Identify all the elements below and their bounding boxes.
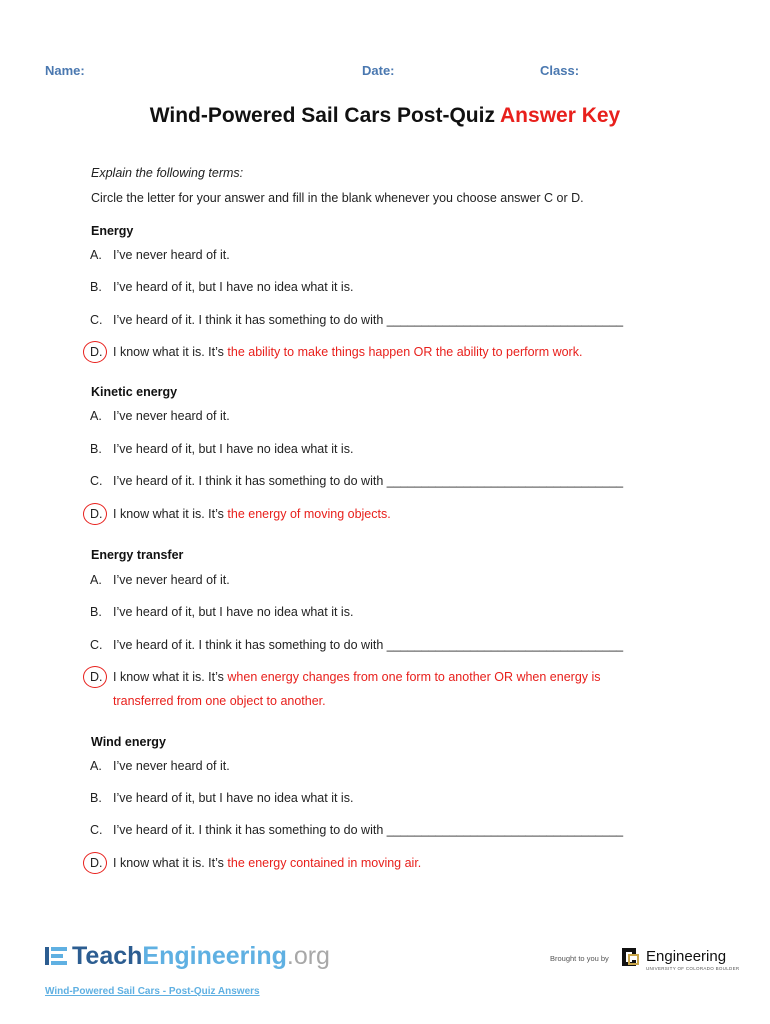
- teachengineering-logo: [45, 942, 330, 971]
- term-transfer-option-a: [90, 573, 230, 587]
- logo-teach: Teach: [72, 942, 143, 970]
- option-text: I know what it is. It’s: [113, 856, 228, 870]
- partner-university: UNIVERSITY OF COLORADO BOULDER: [646, 966, 740, 971]
- option-letter: D.: [90, 670, 103, 684]
- term-kinetic-option-c: [90, 474, 623, 488]
- option-text: I’ve heard of it. I think it has something to do with __________________________________: [113, 823, 624, 837]
- option-letter: B.: [90, 442, 102, 456]
- option-text: I know what it is. It’s: [113, 670, 228, 684]
- option-letter: B.: [90, 605, 102, 619]
- answer-text: the ability to make things happen OR the ability to perform work.: [227, 345, 583, 359]
- answer-text-continued: transferred from one object to another.: [113, 694, 326, 708]
- option-letter: C.: [90, 313, 103, 327]
- option-letter: C.: [90, 638, 103, 652]
- option-text: I’ve heard of it. I think it has something to do with __________________________________: [113, 313, 624, 327]
- term-kinetic-option-b: [90, 442, 353, 456]
- class-label: Class:: [540, 63, 580, 78]
- page-title: [0, 104, 770, 128]
- intro-instructions: Circle the letter for your answer and fill in the blank whenever you choose answer C or D.: [91, 191, 584, 205]
- answer-text: when energy changes from one form to another OR when energy is: [227, 670, 601, 684]
- option-text: I’ve never heard of it.: [113, 573, 230, 587]
- answer-text: the energy of moving objects.: [227, 507, 391, 521]
- option-letter: A.: [90, 759, 102, 773]
- teachengineering-logo-icon: [45, 947, 67, 965]
- intro-explain: Explain the following terms:: [91, 166, 244, 180]
- option-letter: A.: [90, 248, 102, 262]
- option-text: I’ve heard of it, but I have no idea what it is.: [113, 280, 354, 294]
- option-text: I’ve heard of it, but I have no idea what it is.: [113, 605, 354, 619]
- logo-engineering: Engineering: [142, 942, 287, 970]
- title-main: Wind-Powered Sail Cars Post-Quiz: [149, 104, 495, 127]
- title-answer-key: Answer Key: [500, 104, 621, 127]
- term-kinetic-option-a: [90, 409, 230, 423]
- option-letter: A.: [90, 573, 102, 587]
- document-footer-link[interactable]: Wind-Powered Sail Cars - Post-Quiz Answers: [45, 986, 260, 997]
- term-wind-option-b: [90, 791, 353, 805]
- option-text: I’ve heard of it, but I have no idea what it is.: [113, 791, 354, 805]
- option-letter: D.: [90, 856, 103, 870]
- term-wind-heading: Wind energy: [91, 735, 166, 749]
- term-wind-option-d: [90, 856, 421, 870]
- date-label: Date:: [362, 63, 395, 78]
- term-transfer-heading: Energy transfer: [91, 548, 184, 562]
- logo-org: .org: [286, 942, 330, 970]
- term-energy-heading: Energy: [91, 224, 134, 238]
- option-letter: D.: [90, 345, 103, 359]
- term-wind-option-a: [90, 759, 230, 773]
- option-text: I’ve heard of it. I think it has something to do with __________________________________: [113, 474, 624, 488]
- option-text: I’ve heard of it, but I have no idea what it is.: [113, 442, 354, 456]
- option-letter: C.: [90, 823, 103, 837]
- option-text: I’ve never heard of it.: [113, 759, 230, 773]
- partner-engineering: Engineering: [646, 948, 727, 965]
- option-text: I know what it is. It’s: [113, 507, 228, 521]
- term-transfer-option-d: [90, 670, 601, 684]
- term-energy-option-b: [90, 280, 353, 294]
- option-letter: B.: [90, 791, 102, 805]
- option-letter: C.: [90, 474, 103, 488]
- option-letter: A.: [90, 409, 102, 423]
- term-transfer-option-b: [90, 605, 353, 619]
- option-text: I know what it is. It’s: [113, 345, 228, 359]
- option-text: I’ve heard of it. I think it has something to do with __________________________________: [113, 638, 624, 652]
- term-transfer-option-c: [90, 638, 623, 652]
- cu-boulder-logo-icon: [620, 946, 640, 968]
- term-energy-option-c: [90, 313, 623, 327]
- answer-text: the energy contained in moving air.: [227, 856, 422, 870]
- name-label: Name:: [45, 63, 85, 78]
- option-letter: D.: [90, 507, 103, 521]
- term-wind-option-c: [90, 823, 623, 837]
- term-energy-option-a: [90, 248, 230, 262]
- option-letter: B.: [90, 280, 102, 294]
- option-text: I’ve never heard of it.: [113, 248, 230, 262]
- term-kinetic-heading: Kinetic energy: [91, 385, 178, 399]
- term-kinetic-option-d: [90, 507, 391, 521]
- brought-to-you-by: Brought to you by: [550, 954, 609, 963]
- option-text: I’ve never heard of it.: [113, 409, 230, 423]
- term-energy-option-d: [90, 345, 582, 359]
